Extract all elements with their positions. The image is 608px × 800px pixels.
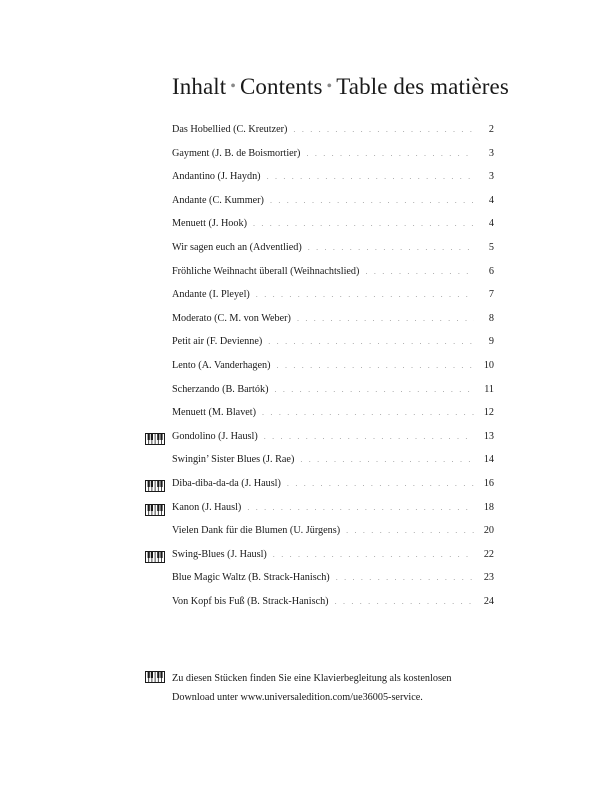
toc-entry-title: Gayment (J. B. de Boismortier)	[172, 147, 301, 159]
toc-entry-title: Petit air (F. Devienne)	[172, 336, 263, 348]
toc-entry-page: 5	[488, 242, 494, 253]
toc-entry	[172, 360, 494, 378]
toc-entry-page: 13	[483, 430, 494, 442]
toc-entry-page: 6	[488, 265, 494, 277]
dot-leader	[308, 243, 474, 252]
piano-keyboard-icon	[145, 671, 165, 683]
toc-entry	[172, 502, 494, 520]
toc-entry-page: 20	[483, 525, 494, 537]
toc-entry-page: 4	[488, 194, 494, 206]
toc-entry-title: Scherzando (B. Bartók)	[172, 383, 269, 395]
toc-entry	[172, 407, 494, 425]
toc-entry-title: Das Hobellied (C. Kreutzer)	[172, 124, 288, 135]
toc-entry-page: 12	[483, 407, 494, 419]
toc-entry-title: Swing-Blues (J. Hausl)	[172, 548, 267, 560]
toc-entry-page: 7	[488, 289, 494, 301]
toc-entry-title: Kanon (J. Hausl)	[172, 501, 242, 513]
toc-entry	[172, 124, 494, 142]
toc-entry	[172, 266, 494, 284]
piano-accompaniment-note	[172, 669, 452, 707]
toc-entry	[172, 148, 494, 166]
toc-entry-title: Andante (C. Kummer)	[172, 194, 264, 206]
toc-entry-page: 16	[483, 478, 494, 489]
dot-leader	[262, 408, 474, 417]
toc-entry-title: Lento (A. Vanderhagen)	[172, 360, 271, 371]
dot-leader	[270, 196, 474, 205]
title-french: Table des matières	[336, 74, 509, 99]
toc-entry-title: Von Kopf bis Fuß (B. Strack-Hanisch)	[172, 596, 329, 607]
dot-leader	[300, 455, 474, 464]
piano-keyboard-icon	[145, 551, 165, 563]
piano-keyboard-icon	[145, 504, 165, 516]
dot-leader	[253, 219, 474, 228]
toc-entry-title: Gondolino (J. Hausl)	[172, 430, 258, 442]
title-english: Contents	[239, 74, 323, 99]
dot-leader	[335, 597, 474, 606]
piano-keyboard-icon	[145, 433, 165, 445]
dot-leader	[306, 149, 474, 158]
dot-leader	[256, 290, 474, 299]
dot-leader	[273, 550, 474, 559]
toc-entry-page: 4	[488, 218, 494, 230]
note-line-1: Zu diesen Stücken finden Sie eine Klavierbegleitung als kostenlosen	[172, 673, 452, 684]
toc-entry-page: 10	[483, 360, 494, 371]
note-line-2: Download unter www.universaledition.com/ue36005-service.	[172, 692, 423, 703]
toc-entry	[172, 525, 494, 543]
toc-entry-page: 8	[488, 312, 494, 324]
toc-entry-title: Fröhliche Weihnacht überall (Weihnachtslied)	[172, 265, 360, 277]
dot-leader	[287, 479, 474, 488]
toc-entry-page: 18	[483, 501, 494, 513]
toc-entry	[172, 572, 494, 590]
toc-entry-title: Menuett (J. Hook)	[172, 218, 247, 230]
toc-entry	[172, 596, 494, 614]
dot-leader	[264, 432, 474, 441]
title-separator: •	[230, 78, 236, 95]
toc-entry-page: 23	[483, 572, 494, 584]
toc-entry	[172, 218, 494, 236]
toc-entry-page: 14	[483, 454, 494, 466]
toc-entry-title: Blue Magic Waltz (B. Strack-Hanisch)	[172, 572, 330, 584]
dot-leader	[365, 267, 474, 276]
piano-keyboard-icon	[145, 480, 165, 492]
toc-entry	[172, 431, 494, 449]
dot-leader	[268, 337, 474, 346]
toc-entry-page: 9	[488, 336, 494, 348]
dot-leader	[346, 526, 474, 535]
toc-entry-title: Andantino (J. Haydn)	[172, 171, 261, 183]
dot-leader	[297, 314, 474, 323]
toc-entry-page: 2	[488, 124, 494, 135]
toc-entry-page: 3	[488, 171, 494, 183]
dot-leader	[274, 385, 474, 394]
dot-leader	[247, 503, 474, 512]
toc-entry-title: Menuett (M. Blavet)	[172, 407, 257, 419]
page-title	[172, 74, 509, 100]
title-separator: •	[326, 78, 333, 95]
toc-entry-page: 11	[484, 383, 494, 395]
dot-leader	[336, 573, 474, 582]
toc-entry-title: Vielen Dank für die Blumen (U. Jürgens)	[172, 525, 341, 537]
toc-entry-page: 22	[483, 548, 494, 560]
toc-entry-title: Wir sagen euch an (Adventlied)	[172, 242, 302, 253]
toc-entry	[172, 336, 494, 354]
dot-leader	[267, 172, 474, 181]
toc-entry	[172, 171, 494, 189]
toc-entry-title: Swingin’ Sister Blues (J. Rae)	[172, 454, 295, 466]
toc-entry	[172, 384, 494, 402]
dot-leader	[293, 125, 474, 134]
toc-entry	[172, 313, 494, 331]
toc-entry-page: 24	[483, 596, 494, 607]
toc-entry-title: Moderato (C. M. von Weber)	[172, 312, 291, 324]
toc-entry	[172, 195, 494, 213]
toc-entry-page: 3	[488, 147, 494, 159]
toc-entry	[172, 454, 494, 472]
dot-leader	[277, 361, 474, 370]
toc-entry	[172, 242, 494, 260]
toc-entry-title: Andante (I. Pleyel)	[172, 289, 250, 301]
toc-entry	[172, 289, 494, 307]
toc-entry-title: Diba-diba-da-da (J. Hausl)	[172, 478, 281, 489]
toc-entry	[172, 478, 494, 496]
toc-entry	[172, 549, 494, 567]
title-german: Inhalt	[172, 74, 227, 99]
